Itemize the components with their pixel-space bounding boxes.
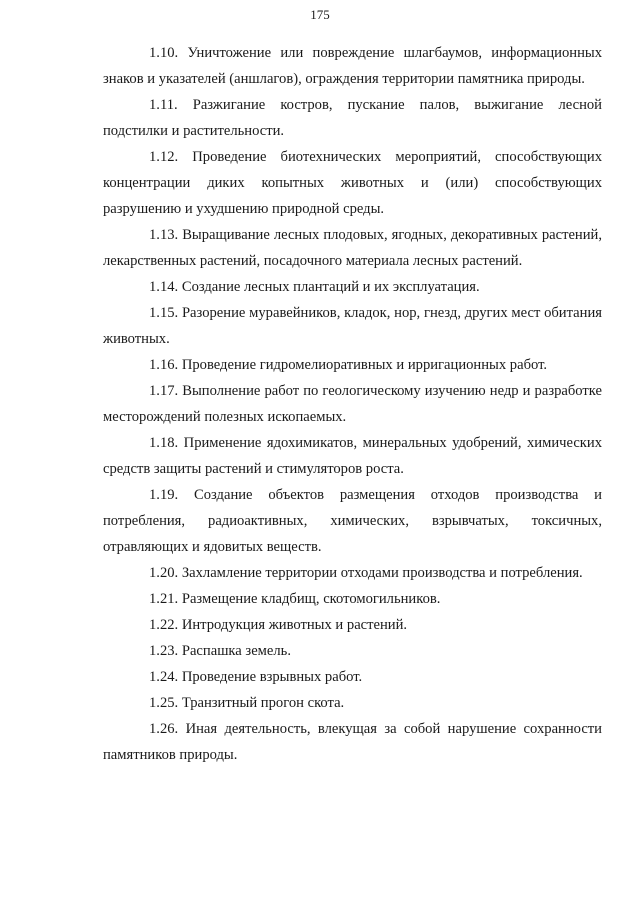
list-item: 1.23. Распашка земель. — [149, 643, 291, 659]
list-item: 1.22. Интродукция животных и растений. — [149, 617, 408, 633]
list-item: 1.20. Захламление территории отходами производства и потребления. — [149, 565, 583, 581]
list-item: 1.17. Выполнение работ по геологическому изучению недр и разработке месторождений полезных ископаемых. — [103, 383, 602, 425]
list-item: 1.25. Транзитный прогон скота. — [149, 695, 345, 711]
list-item: 1.11. Разжигание костров, пускание палов, выжигание лесной подстилки и растительности. — [103, 97, 602, 139]
list-item: 1.14. Создание лесных плантаций и их эксплуатация. — [149, 279, 480, 295]
list-item: 1.24. Проведение взрывных работ. — [149, 669, 363, 685]
page-number: 175 — [310, 7, 330, 22]
list-item: 1.21. Размещение кладбищ, скотомогильников. — [149, 591, 441, 607]
list-item: 1.10. Уничтожение или повреждение шлагбаумов, информационных знаков и указателей (аншлагов), ограждения территории памятника природы. — [103, 45, 602, 87]
list-item: 1.26. Иная деятельность, влекущая за собой нарушение сохранности памятников природы. — [103, 721, 602, 763]
list-item: 1.16. Проведение гидромелиоративных и ирригационных работ. — [149, 357, 548, 373]
list-item: 1.18. Применение ядохимикатов, минеральных удобрений, химических средств защиты растений и стимуляторов роста. — [103, 435, 602, 477]
list-item: 1.12. Проведение биотехнических мероприятий, способствующих концентрации диких копытных животных и (или) способствующих разрушению и ухудшению природной среды. — [103, 149, 602, 217]
list-item: 1.15. Разорение муравейников, кладок, нор, гнезд, других мест обитания животных. — [103, 305, 602, 347]
list-item: 1.13. Выращивание лесных плодовых, ягодных, декоративных растений, лекарственных растений, посадочного материала лесных растений. — [103, 227, 602, 269]
prohibited-activities-list — [103, 40, 602, 768]
list-item: 1.19. Создание объектов размещения отходов производства и потребления, радиоактивных, химических, взрывчатых, токсичных, отравляющих и ядовитых веществ. — [103, 487, 602, 555]
